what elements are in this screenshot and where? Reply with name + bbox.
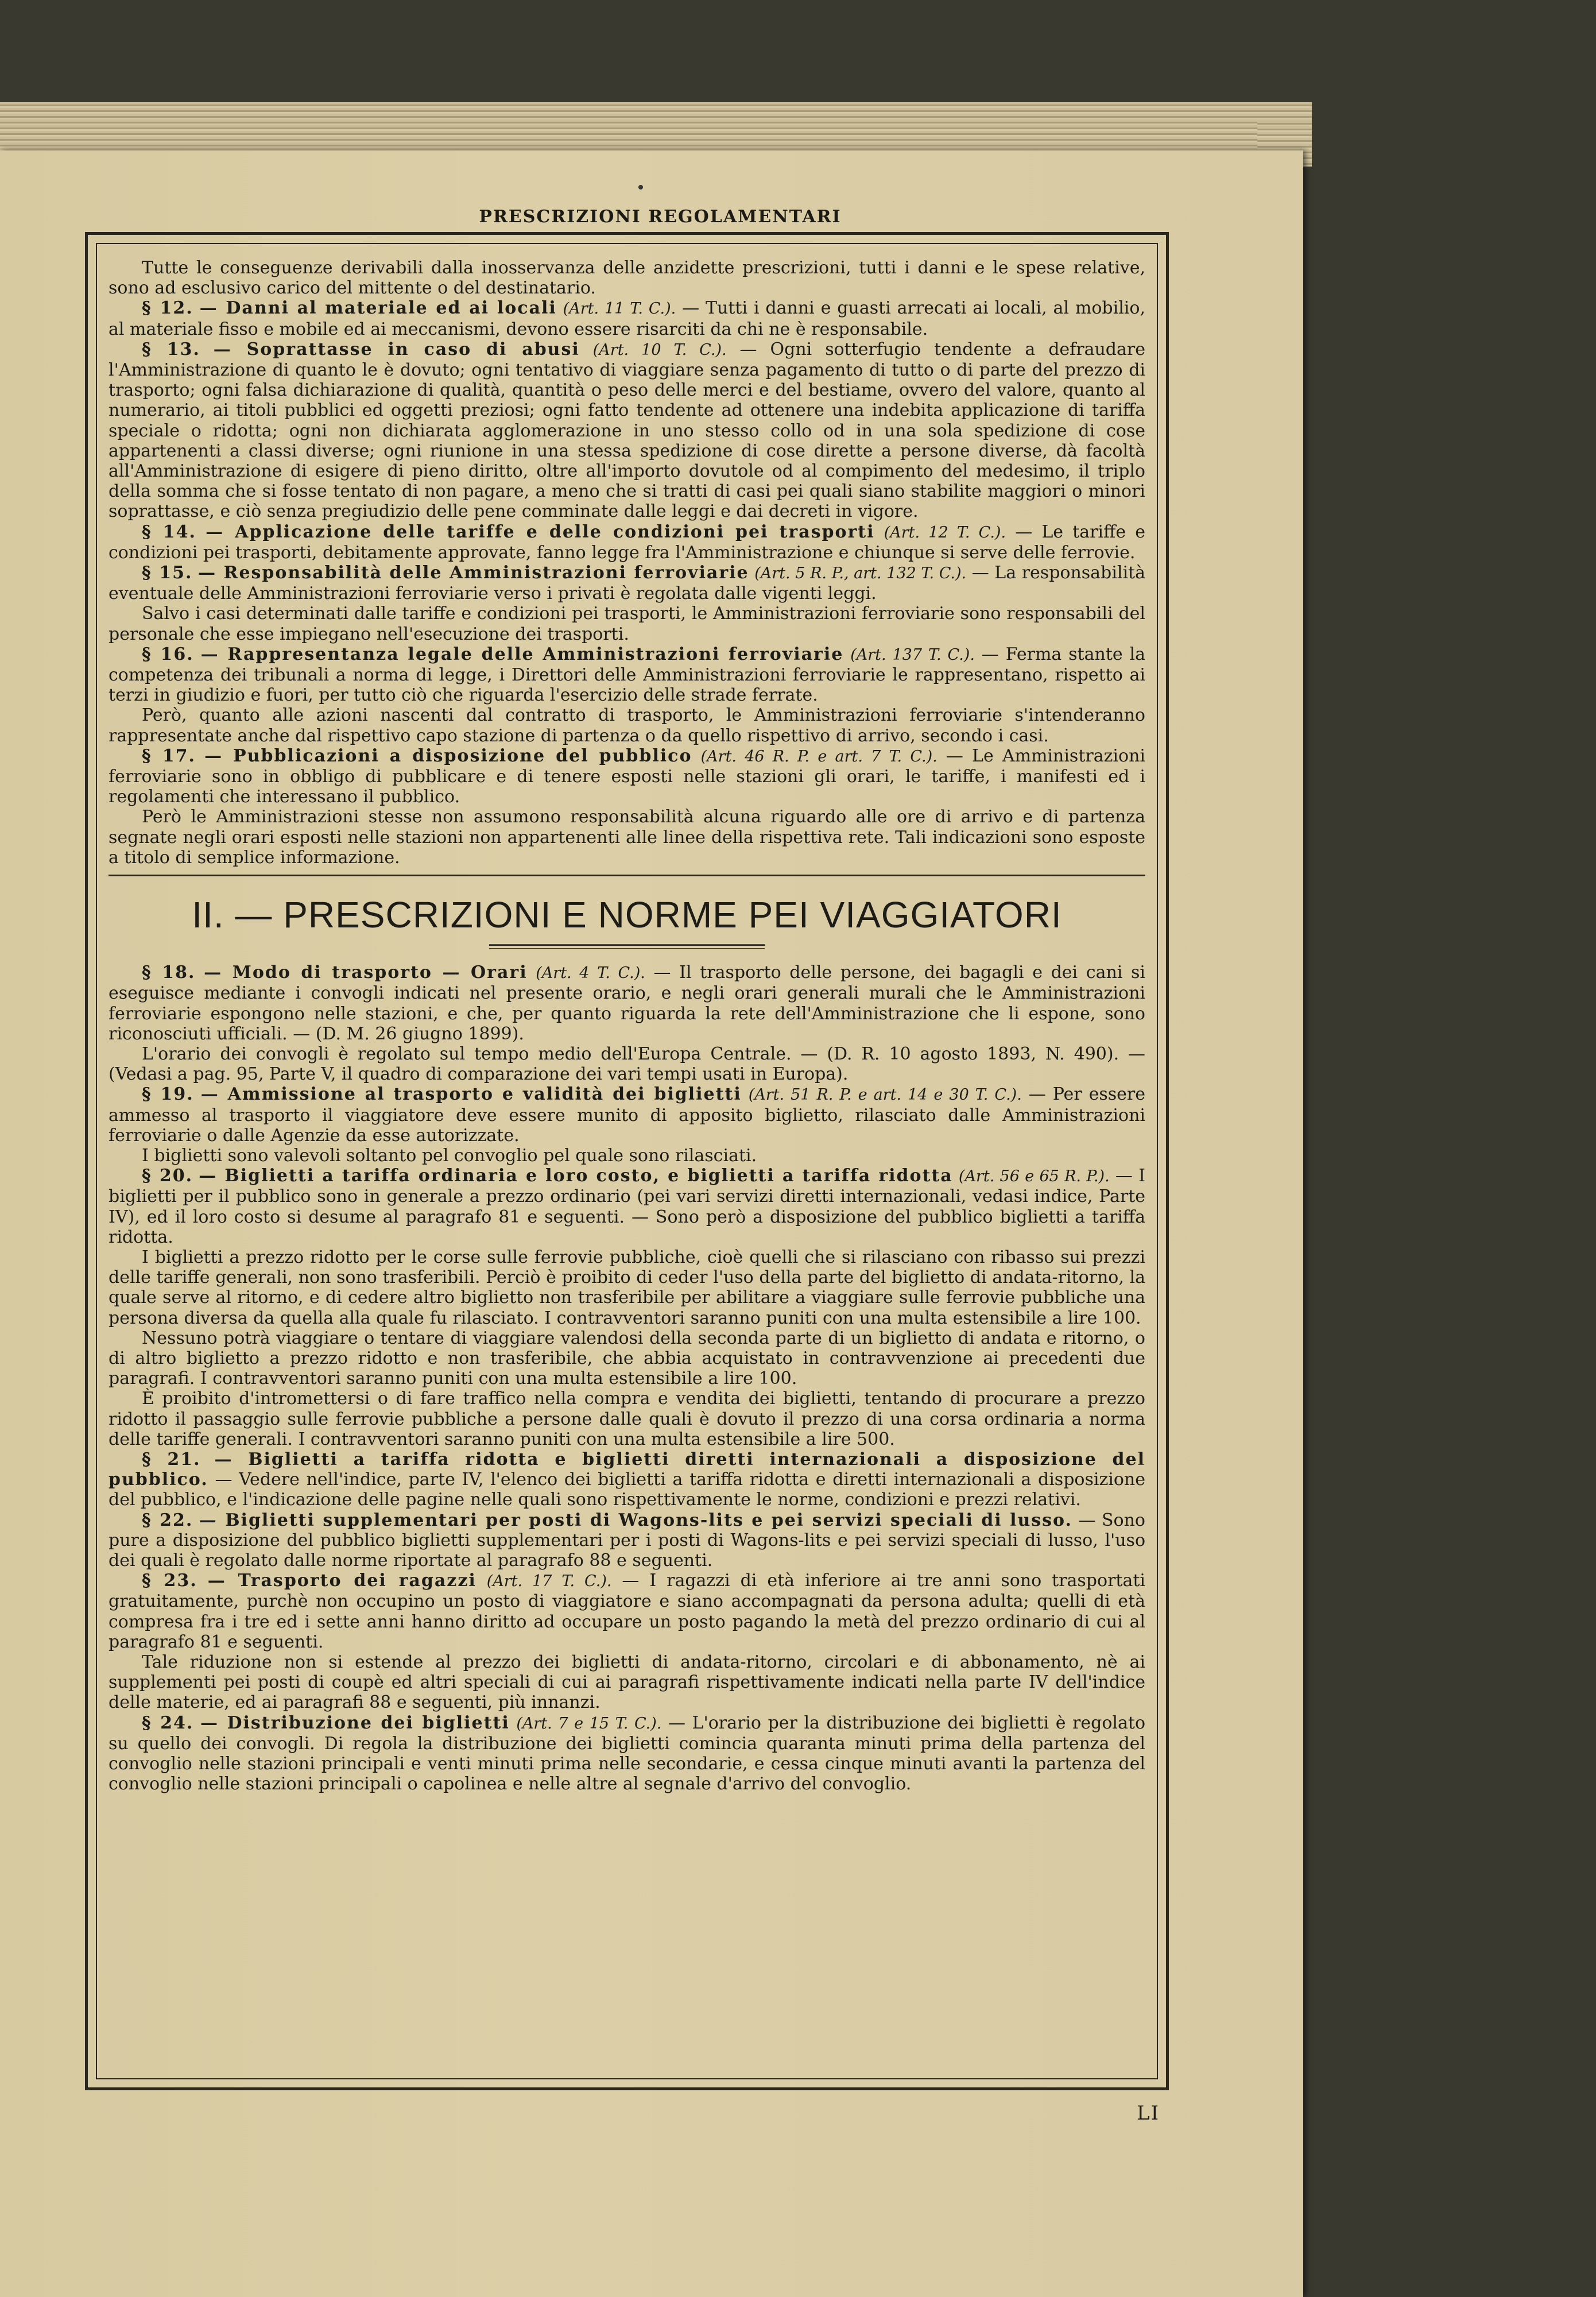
section-number: § 19. bbox=[142, 1084, 194, 1105]
section-number: § 14. bbox=[142, 521, 196, 542]
paragraph: È proibito d'intromettersi o di fare traffico nella compra e vendita dei biglietti, tentando di procurare a prezzo ridotto il passaggio sulle ferrovie pubbliche a persone dalle quali è dovuto il prezzo di una corsa ordinaria a norma delle tariffe generali. I contravventori saranno puniti con una multa estensibile a lire 500. bbox=[109, 1389, 1145, 1449]
section-text: — Sono pure a disposizione del pubblico biglietti supplementari per i posti di Wagons-lits e pei servizi speciali di lusso, l'uso dei quali è regolato dalle norme riportate al paragrafo 88 e seguenti. bbox=[109, 1510, 1145, 1571]
section-title: — Rappresentanza legale delle Amministrazioni ferroviarie bbox=[200, 644, 844, 664]
section-14 bbox=[109, 522, 1145, 563]
section-number: § 24. bbox=[142, 1712, 194, 1733]
section-17 bbox=[109, 746, 1145, 807]
section-ref: (Art. 12 T. C.). bbox=[884, 523, 1006, 542]
title-rule bbox=[489, 944, 765, 949]
section-ref: (Art. 51 R. P. e art. 14 e 30 T. C.). bbox=[748, 1086, 1022, 1104]
divider bbox=[109, 875, 1145, 876]
section-19 bbox=[109, 1084, 1145, 1146]
paragraph: Tutte le conseguenze derivabili dalla inosservanza delle anzidette prescrizioni, tutti i danni e le spese relative, sono ad esclusivo carico del mittente o del destinatario. bbox=[109, 258, 1145, 299]
section-15 bbox=[109, 563, 1145, 604]
section-20 bbox=[109, 1166, 1145, 1247]
section-number: § 17. bbox=[142, 745, 196, 766]
section-title: — Modo di trasporto — Orari bbox=[204, 962, 528, 983]
paragraph: Però, quanto alle azioni nascenti dal contratto di trasporto, le Amministrazioni ferroviarie s'intenderanno rappresentate anche dal rispettivo capo stazione di partenza o da quello rispettivo di arrivo, secondo i casi. bbox=[109, 705, 1145, 746]
paragraph: Però le Amministrazioni stesse non assumono responsabilità alcuna riguardo alle ore di arrivo e di partenza segnate negli orari esposti nelle stazioni non appartenenti alle linee della rispettiva rete. Tali indicazioni sono esposte a titolo di semplice informazione. bbox=[109, 807, 1145, 868]
section-text: — I biglietti per il pubblico sono in generale a prezzo ordinario (pei vari servizi diretti internazionali, vedasi indice, Parte IV), ed il loro costo si desume al paragrafo 81 e seguenti. — Sono però a disposizione del pubblico biglietti a tariffa ridotta. bbox=[109, 1166, 1145, 1247]
paragraph: Tale riduzione non si estende al prezzo dei biglietti di andata-ritorno, circolari e di abbonamento, nè ai supplementi pei posti di coupè ed altri speciali di cui ai paragrafi rispettivamente indicati nella parte IV dell'indice delle materie, ed ai paragrafi 88 e seguenti, più innanzi. bbox=[109, 1652, 1145, 1713]
section-text: — Le tariffe e condizioni pei trasporti, debitamente approvate, fanno legge fra l'Amministrazione e chiunque si serve delle ferrovie. bbox=[109, 521, 1145, 563]
section-text: — La responsabilità eventuale delle Amministrazioni ferroviarie verso i privati è regolata dalle vigenti leggi. bbox=[109, 563, 1145, 604]
section-ref: (Art. 17 T. C.). bbox=[486, 1572, 612, 1591]
section-21 bbox=[109, 1449, 1145, 1510]
section-text: — Per essere ammesso al trasporto il viaggiatore deve essere munito di apposito biglietto, rilasciato dalle Amministrazioni ferroviarie o dalle Agenzie da esse autorizzate. bbox=[109, 1084, 1145, 1146]
section-number: § 15. bbox=[142, 563, 193, 583]
section-number: § 18. bbox=[142, 962, 196, 983]
section-ref: (Art. 5 R. P., art. 132 T. C.). bbox=[754, 564, 967, 583]
section-title: — Danni al materiale ed ai locali bbox=[199, 298, 557, 319]
section-ref: (Art. 4 T. C.). bbox=[536, 964, 645, 983]
section-12 bbox=[109, 298, 1145, 339]
section-title: — Trasporto dei ragazzi bbox=[207, 1571, 477, 1591]
section-23 bbox=[109, 1571, 1145, 1652]
section-title: — Pubblicazioni a disposizione del pubblico bbox=[204, 745, 692, 766]
section-number: § 16. bbox=[142, 644, 194, 664]
section-title: — Distribuzione dei biglietti bbox=[200, 1712, 510, 1733]
section-text: — Vedere nell'indice, parte IV, l'elenco dei biglietti a tariffa ridotta e diretti internazionali a disposizione del pubblico, e l'indicazione delle pagine nelle quali sono rispettivamente le norme, condizioni e prezzi relativi. bbox=[109, 1470, 1145, 1510]
section-text: — Ogni sotterfugio tendente a defraudare l'Amministrazione di quanto le è dovuto; ogni tentativo di viaggiare senza pagamento di tutto o di parte del prezzo di trasporto; ogni falsa dichiarazione di qualità, quantità o peso delle merci e del bestiame, ovvero del valore, quanto al numerario, ai titoli pubblici ed oggetti preziosi; ogni fatto tendente ad ottenere una indebita applicazione di tariffa speciale o ridotta; ogni non dichiarata agglomerazione in uno stesso collo od in una sola spedizione di cose appartenenti a classi diverse; ogni riunione in una stessa spedizione di cose dirette a persone diverse, dà facoltà all'Amministrazione di esigere di pieno diritto, oltre all'importo dovutole od al compimento del medesimo, il triplo della somma che si fosse tentato di non pagare, a meno che si tratti di casi pei quali siano stabilite maggiori o minori soprattasse, e ciò senza pregiudizio delle pene comminate dalle leggi e dai decreti in vigore. bbox=[109, 339, 1145, 522]
paragraph: I biglietti a prezzo ridotto per le corse sulle ferrovie pubbliche, cioè quelli che si rilasciano con ribasso sui prezzi delle tariffe generali, non sono trasferibili. Perciò è proibito di ceder l'uso della parte del biglietto di andata-ritorno, la quale serve al ritorno, e di cedere altro biglietto non trasferibile per abilitare a viaggiare sulle ferrovie pubbliche una persona diversa da quella alla quale fu rilasciato. I contravventori saranno puniti con una multa estensibile a lire 100. bbox=[109, 1247, 1145, 1328]
section-title: — Applicazione delle tariffe e delle condizioni pei trasporti bbox=[206, 521, 875, 542]
section-title: — Responsabilità delle Amministrazioni ferroviarie bbox=[198, 563, 749, 583]
section-number: § 22. bbox=[142, 1510, 193, 1530]
section-text: — Ferma stante la competenza dei tribunali a norma di legge, i Direttori delle Amministrazioni ferroviarie le rappresentano, rispetto ai terzi in giudizio e fuori, per tutto ciò che riguarda l'esercizio delle strade ferrate. bbox=[109, 644, 1146, 706]
section-ref: (Art. 10 T. C.). bbox=[592, 341, 727, 359]
page-number: LI bbox=[1137, 2102, 1160, 2125]
section-text: — L'orario per la distribuzione dei biglietti è regolato su quello dei convogli. Di regola la distribuzione dei biglietti comincia quaranta minuti prima della partenza del convoglio nelle stazioni principali e venti minuti prima nelle secondarie, e cessa cinque minuti avanti la partenza del convoglio nelle stazioni principali o capolinea e nelle altre al segnale d'arrivo del convoglio. bbox=[109, 1712, 1145, 1795]
page-edges bbox=[0, 102, 1312, 154]
section-13 bbox=[109, 339, 1145, 522]
section-ref: (Art. 11 T. C.). bbox=[563, 300, 676, 318]
chapter-title: II. — PRESCRIZIONI E NORME PEI VIAGGIATORI bbox=[192, 894, 1062, 936]
section-ref: (Art. 137 T. C.). bbox=[850, 645, 975, 664]
section-24 bbox=[109, 1713, 1145, 1795]
page-mark bbox=[638, 185, 643, 190]
section-ref: (Art. 46 R. P. e art. 7 T. C.). bbox=[700, 747, 938, 765]
section-text: — Il trasporto delle persone, dei bagagli e dei cani si eseguisce mediante i convogli indicati nel presente orario, e negli orari generali murali che le Amministrazioni ferroviarie espongono nelle stazioni, e che, per quanto riguarda la rete dell'Amministrazione che li espone, sono riconosciuti ufficiali. — (D. M. 26 giugno 1899). bbox=[109, 962, 1146, 1044]
section-number: § 21. bbox=[142, 1449, 201, 1470]
section-16 bbox=[109, 644, 1145, 706]
section-number: § 20. bbox=[142, 1166, 193, 1186]
section-title: — Ammissione al trasporto e validità dei biglietti bbox=[200, 1084, 742, 1105]
running-head: PRESCRIZIONI REGOLAMENTARI bbox=[479, 207, 842, 227]
section-text: — Le Amministrazioni ferroviarie sono in obbligo di pubblicare e di tenere esposti nelle stazioni gli orari, le tariffe, i manifesti ed i regolamenti che interessano il pubblico. bbox=[109, 745, 1145, 807]
section-18 bbox=[109, 962, 1145, 1044]
section-title: — Soprattasse in caso di abusi bbox=[213, 339, 580, 359]
paragraph: Nessuno potrà viaggiare o tentare di viaggiare valendosi della seconda parte di un biglietto di andata e ritorno, o di altro biglietto a prezzo ridotto e non trasferibile, che abbia acquistato in contravvenzione ai precedenti due paragrafi. I contravventori saranno puniti con una multa estensibile a lire 100. bbox=[109, 1328, 1145, 1389]
section-text: — I ragazzi di età inferiore ai tre anni sono trasportati gratuitamente, purchè non occupino un posto di viaggiatore e siano accompagnati da persona adulta; quelli di età compresa fra i tre ed i sette anni hanno diritto ad occupare un posto pagando la metà del prezzo ordinario di cui al paragrafo 81 e seguenti. bbox=[109, 1571, 1145, 1652]
section-number: § 12. bbox=[142, 298, 193, 319]
section-ref: (Art. 56 e 65 R. P.). bbox=[958, 1167, 1110, 1186]
section-number: § 13. bbox=[142, 339, 200, 359]
text-frame-inner bbox=[96, 243, 1158, 2079]
section-title: — Biglietti a tariffa ridotta e biglietti diretti internazionali a disposizione del pubblico. bbox=[109, 1449, 1145, 1490]
section-number: § 23. bbox=[142, 1571, 197, 1591]
paragraph: L'orario dei convogli è regolato sul tempo medio dell'Europa Centrale. — (D. R. 10 agosto 1893, N. 490). — (Vedasi a pag. 95, Parte V, il quadro di comparazione dei vari tempi usati in Europa). bbox=[109, 1043, 1145, 1085]
paragraph: I biglietti sono valevoli soltanto pel convoglio pel quale sono rilasciati. bbox=[142, 1145, 757, 1166]
paragraph: Salvo i casi determinati dalle tariffe e condizioni pei trasporti, le Amministrazioni ferroviarie sono responsabili del personale che esse impiegano nell'esecuzione dei trasporti. bbox=[109, 604, 1145, 644]
section-title: — Biglietti a tariffa ordinaria e loro costo, e biglietti a tariffa ridotta bbox=[199, 1166, 953, 1186]
text-frame bbox=[85, 232, 1169, 2090]
section-ref: (Art. 7 e 15 T. C.). bbox=[516, 1714, 662, 1733]
section-22 bbox=[109, 1510, 1145, 1571]
section-text: — Tutti i danni e guasti arrecati ai locali, al mobilio, al materiale fisso e mobile ed ai meccanismi, devono essere risarciti da chi ne è responsabile. bbox=[109, 298, 1146, 339]
section-title: — Biglietti supplementari per posti di Wagons-lits e pei servizi speciali di lusso. bbox=[199, 1510, 1072, 1530]
